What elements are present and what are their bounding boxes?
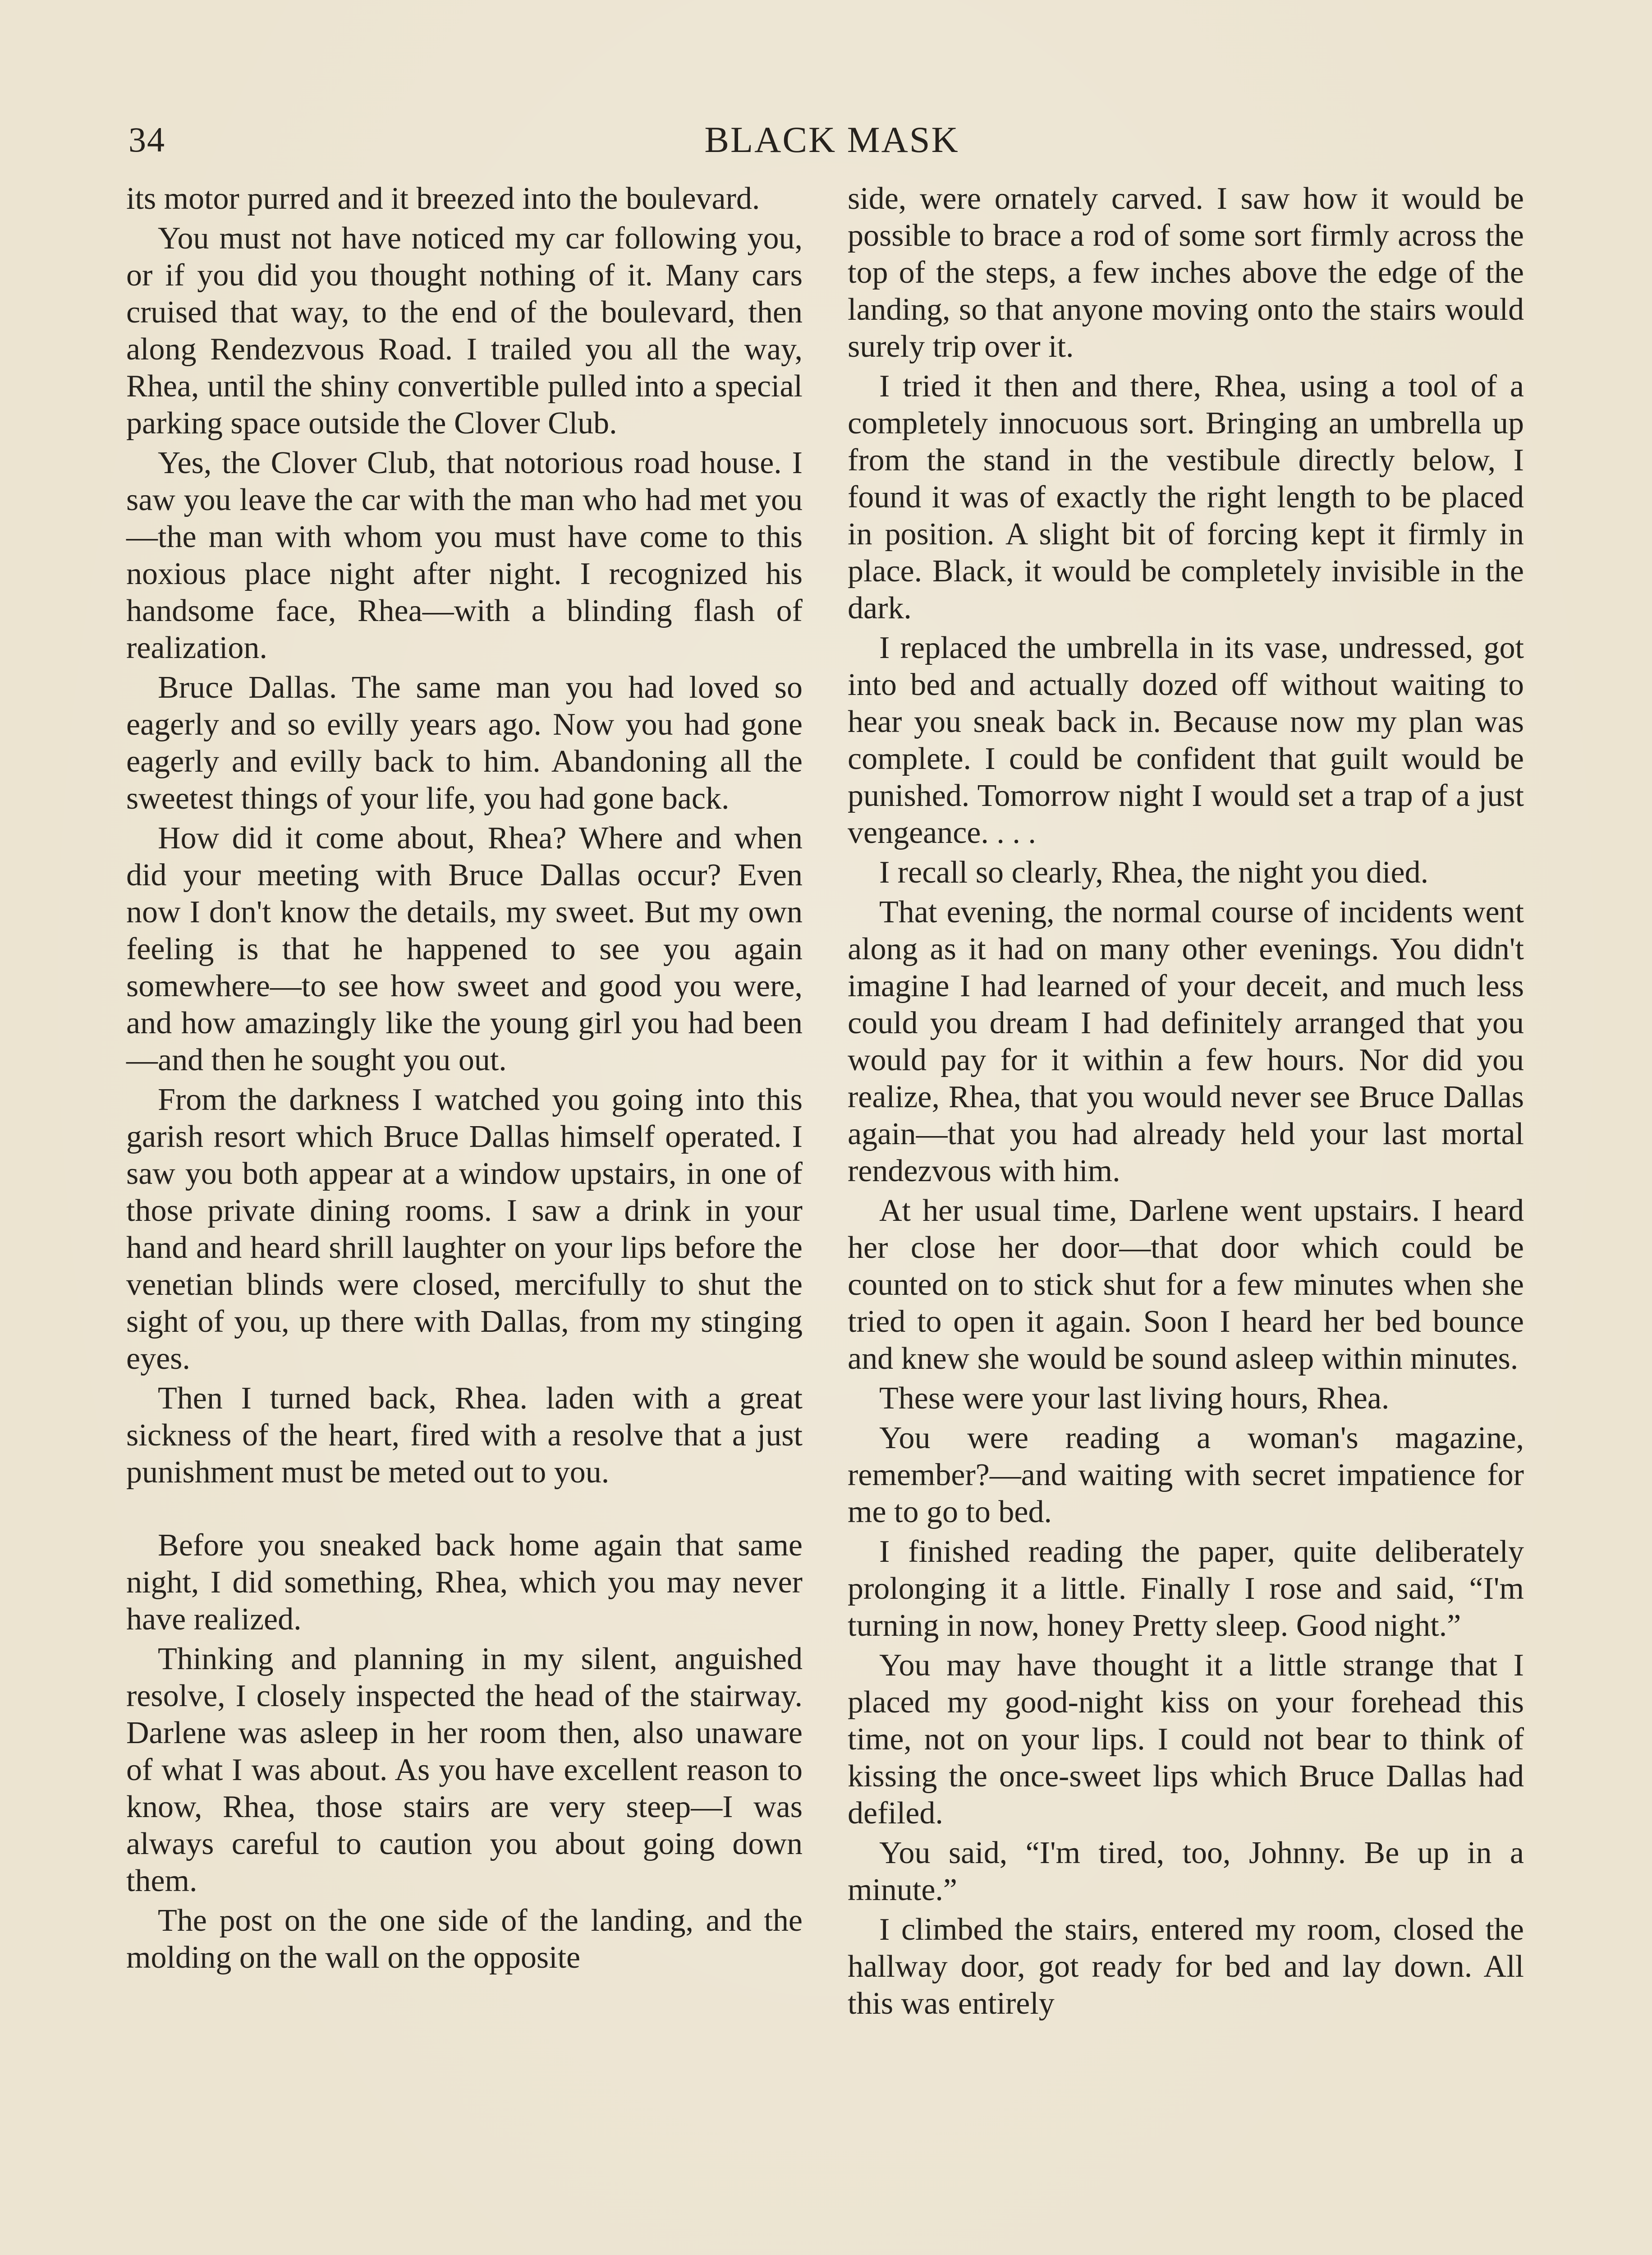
paragraph: side, were ornately carved. I saw how it would be possible to brace a rod of some sort firmly across the top of the steps, a few inches above the edge of the landing, so that anyone moving onto the stairs would surely trip over it. bbox=[848, 181, 1524, 364]
right-text-column bbox=[848, 180, 1524, 2025]
paragraph: You said, “I'm tired, too, Johnny. Be up in a minute.” bbox=[848, 1836, 1524, 1907]
paragraph: its motor purred and it breezed into the boulevard. bbox=[126, 181, 760, 216]
paragraph: I climbed the stairs, entered my room, closed the hallway door, got ready for bed and lay down. All this was entirely bbox=[848, 1912, 1524, 2021]
paragraph: I tried it then and there, Rhea, using a tool of a completely innocuous sort. Bringing an umbrella up from the stand in the vestibule directly below, I found it was of exactly the right length to be placed in position. A slight bit of forcing kept it firmly in place. Black, it would be completely invisible in the dark. bbox=[848, 369, 1524, 626]
paragraph: You were reading a woman's magazine, remember?—and waiting with secret impatience for me to go to bed. bbox=[848, 1421, 1524, 1529]
paragraph: You must not have noticed my car following you, or if you did you thought nothing of it. Many cars cruised that way, to the end of the boulevard, then along Rendezvous Road. I trailed you all the way, Rhea, until the shiny convertible pulled into a special parking space outside the Clover Club. bbox=[126, 221, 803, 441]
paragraph: I finished reading the paper, quite deliberately prolonging it a little. Finally I rose and said, “I'm turning in now, honey Pretty sleep. Good night.” bbox=[848, 1534, 1524, 1643]
paragraph: Then I turned back, Rhea. laden with a great sickness of the heart, fired with a resolve that a just punishment must be meted out to you. bbox=[126, 1381, 803, 1490]
paragraph: Before you sneaked back home again that same night, I did something, Rhea, which you may never have realized. bbox=[126, 1528, 803, 1637]
paragraph: How did it come about, Rhea? Where and when did your meeting with Bruce Dallas occur? Even now I don't know the details, my sweet. But my own feeling is that he happened to see you again somewhere—to see how sweet and good you were, and how amazingly like the young girl you had been—and then he sought you out. bbox=[126, 821, 803, 1077]
paragraph: These were your last living hours, Rhea. bbox=[879, 1381, 1390, 1416]
paragraph: Bruce Dallas. The same man you had loved so eagerly and so evilly years ago. Now you had gone eagerly and evilly back to him. Abandoning all the sweetest things of your life, you had gone back. bbox=[126, 670, 803, 816]
page-header bbox=[128, 113, 1535, 167]
magazine-title: BLACK MASK bbox=[704, 119, 959, 160]
paragraph: That evening, the normal course of incidents went along as it had on many other evenings. You didn't imagine I had learned of your deceit, and much less could you dream I had definitely arranged that you would pay for it within a few hours. Nor did you realize, Rhea, that you would never see Bruce Dallas again—that you had already held your last mortal rendezvous with him. bbox=[848, 895, 1524, 1188]
paragraph: From the darkness I watched you going into this garish resort which Bruce Dallas himself operated. I saw you both appear at a window upstairs, in one of those private dining rooms. I saw a drink in your hand and heard shrill laughter on your lips before the venetian blinds were closed, mercifully to shut the sight of you, up there with Dallas, from my stinging eyes. bbox=[126, 1082, 803, 1376]
page-number: 34 bbox=[128, 120, 165, 159]
left-text-column bbox=[126, 180, 803, 1979]
paragraph: I replaced the umbrella in its vase, undressed, got into bed and actually dozed off without waiting to hear you sneak back in. Because now my plan was complete. I could be confident that guilt would be punished. Tomorrow night I would set a trap of a just vengeance. . . . bbox=[848, 630, 1524, 850]
paragraph: The post on the one side of the landing, and the molding on the wall on the opposite bbox=[126, 1903, 803, 1975]
paragraph: You may have thought it a little strange that I placed my good-night kiss on your forehead this time, not on your lips. I could not bear to think of kissing the once-sweet lips which Bruce Dallas had defiled. bbox=[848, 1648, 1524, 1831]
paragraph: I recall so clearly, Rhea, the night you died. bbox=[879, 855, 1429, 890]
paragraph: Thinking and planning in my silent, anguished resolve, I closely inspected the head of the stairway. Darlene was asleep in her room then, also unaware of what I was about. As you have excellent reason to know, Rhea, those stairs are very steep—I was always careful to caution you about going down them. bbox=[126, 1642, 803, 1898]
paragraph: At her usual time, Darlene went upstairs. I heard her close her door—that door which could be counted on to stick shut for a few minutes when she tried to open it again. Soon I heard her bed bounce and knew she would be sound asleep within minutes. bbox=[848, 1193, 1524, 1376]
paragraph: Yes, the Clover Club, that notorious road house. I saw you leave the car with the man who had met you—the man with whom you must have come to this noxious place night after night. I recognized his handsome face, Rhea—with a blinding flash of realization. bbox=[126, 446, 803, 665]
